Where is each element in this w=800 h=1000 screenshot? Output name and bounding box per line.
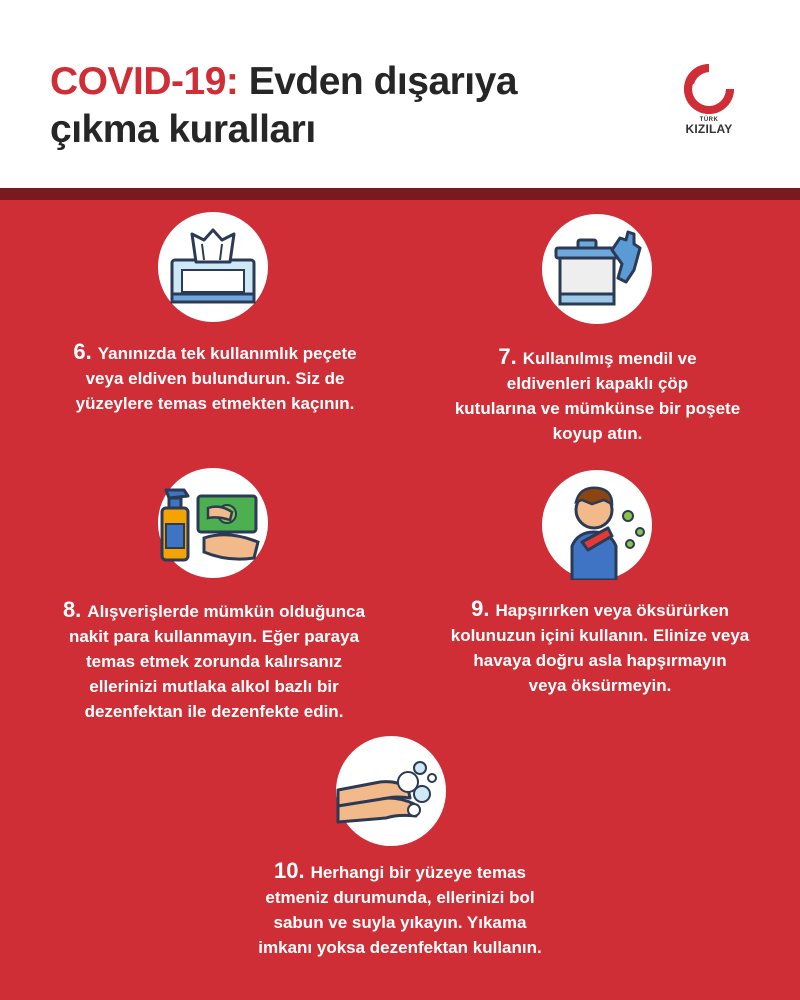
rule-text-line: Alışverişlerde mümkün olduğunca [87, 602, 366, 621]
logo-small-text: TÜRK [699, 117, 719, 123]
kizilay-logo [672, 62, 746, 142]
rule-text-line: havaya doğru asla hapşırmayın [473, 651, 727, 670]
rule-text-line: veya eldiven bulundurun. Siz de [85, 369, 345, 388]
title-rest: Evden dışarıya [248, 60, 518, 103]
sneeze-elbow-icon [542, 470, 652, 580]
rule-text-line: ellerinizi mutlaka alkol bazlı bir [89, 677, 339, 696]
rule-7 [410, 344, 785, 446]
rule-text-line: Herhangi bir yüzeye temas [310, 863, 526, 882]
rule-9 [405, 596, 795, 698]
rule-number: 8. [62, 597, 82, 622]
rule-10 [205, 858, 595, 960]
rule-text-line: Kullanılmış mendil ve [522, 349, 697, 368]
rule-text-line: eldivenleri kapaklı çöp [506, 374, 689, 393]
rule-text-line: imkanı yoksa dezenfektan kullanın. [258, 938, 542, 957]
rule-text-line: kutularına ve mümkünse bir poşete [454, 399, 741, 418]
crescent-icon [682, 62, 736, 116]
rule-text-line: Yanınızda tek kullanımlık peçete [97, 344, 357, 363]
header-band [0, 188, 800, 200]
title-line-2: çıkma kuralları [50, 108, 316, 151]
rule-text-line: veya öksürmeyin. [528, 676, 672, 695]
logo-name: KIZILAY [685, 122, 733, 136]
rule-number: 10. [273, 858, 305, 883]
hand-washing-icon [336, 736, 446, 846]
rule-8 [14, 597, 414, 724]
rule-number: 6. [73, 339, 92, 364]
page-title [50, 58, 517, 154]
rule-text-line: etmeniz durumunda, ellerinizi bol [265, 888, 535, 907]
rule-6 [30, 339, 400, 416]
rule-text-line: sabun ve suyla yıkayın. Yıkama [273, 913, 527, 932]
trash-can-gloves-icon [542, 214, 652, 324]
rule-text-line: kolunuzun içini kullanın. Elinize veya [450, 626, 750, 645]
tissue-box-icon [158, 212, 268, 322]
rule-text-line: temas etmek zorunda kalırsanız [85, 652, 343, 671]
rule-number: 9. [471, 596, 490, 621]
rule-text-line: dezenfektan ile dezenfekte edin. [84, 702, 344, 721]
rule-text-line: koyup atın. [552, 424, 643, 443]
title-accent: COVID-19: [50, 60, 239, 103]
rule-text-line: nakit para kullanmayın. Eğer paraya [68, 627, 360, 646]
sanitizer-money-icon [158, 468, 268, 578]
header [0, 0, 800, 188]
rule-number: 7. [498, 344, 517, 369]
rule-text-line: Hapşırırken veya öksürürken [495, 601, 729, 620]
rule-text-line: yüzeylere temas etmekten kaçının. [75, 394, 355, 413]
